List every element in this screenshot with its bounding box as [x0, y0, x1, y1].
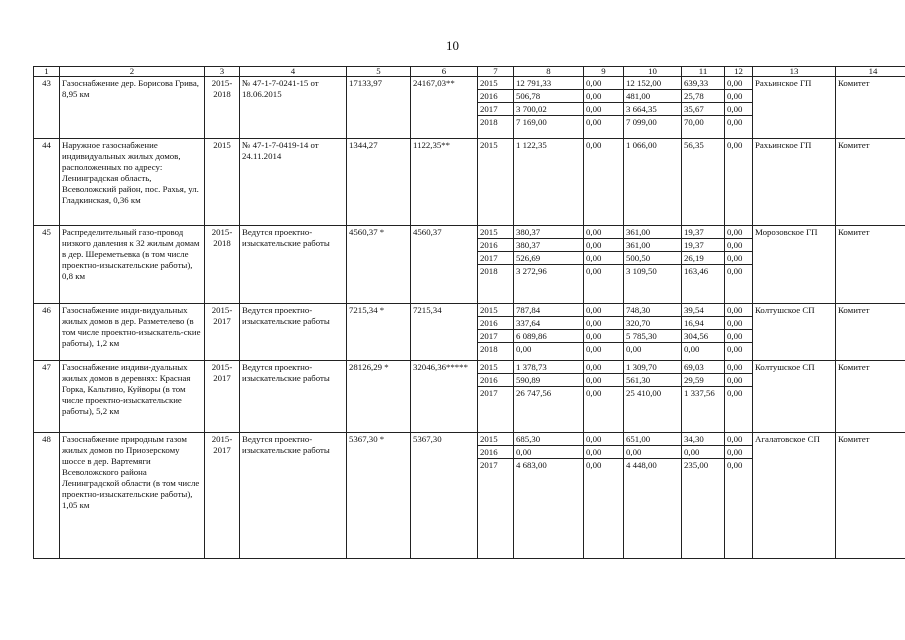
total-amount: 3 700,02 [514, 103, 584, 116]
regional-budget: 651,00 [624, 433, 682, 446]
federal-budget: 0,00 [584, 265, 624, 304]
other-sources: 0,00 [725, 103, 753, 116]
regional-budget: 361,00 [624, 226, 682, 239]
federal-budget: 0,00 [584, 433, 624, 446]
implementation-period: 2015 [205, 139, 240, 226]
year-cell: 2016 [478, 446, 514, 459]
table-row [34, 226, 905, 239]
other-sources: 0,00 [725, 330, 753, 343]
local-budget: 0,00 [682, 446, 725, 459]
local-budget: 29,59 [682, 374, 725, 387]
regional-budget: 5 785,30 [624, 330, 682, 343]
column-number-header: 5 [347, 67, 411, 77]
total-financing: 32046,36***** [411, 361, 478, 433]
regional-budget: 0,00 [624, 446, 682, 459]
column-number-header: 14 [836, 67, 905, 77]
municipality: Морозовское ГП [753, 226, 836, 304]
regional-budget: 748,30 [624, 304, 682, 317]
executor: Комитет [836, 433, 905, 559]
local-budget: 69,03 [682, 361, 725, 374]
object-name: Наружное газоснабжение индивидуальных жилых домов, расположенных по адресу: Ленинградская область, Всеволожский район, пос. Рахья, ул. Гладкинская, 0,36 км [60, 139, 205, 226]
federal-budget: 0,00 [584, 90, 624, 103]
regional-budget: 361,00 [624, 239, 682, 252]
estimated-cost: 7215,34 * [347, 304, 411, 361]
municipality: Колтушское СП [753, 304, 836, 361]
column-number-header: 8 [514, 67, 584, 77]
local-budget: 235,00 [682, 459, 725, 559]
implementation-period: 2015-2017 [205, 433, 240, 559]
federal-budget: 0,00 [584, 330, 624, 343]
row-number: 46 [34, 304, 60, 361]
other-sources: 0,00 [725, 252, 753, 265]
year-cell: 2016 [478, 90, 514, 103]
regional-budget: 4 448,00 [624, 459, 682, 559]
row-number: 45 [34, 226, 60, 304]
project-document: Ведутся проектно-изыскательские работы [240, 226, 347, 304]
federal-budget: 0,00 [584, 387, 624, 433]
implementation-period: 2015-2018 [205, 77, 240, 139]
local-budget: 39,54 [682, 304, 725, 317]
total-amount: 380,37 [514, 226, 584, 239]
object-name: Газоснабжение природным газом жилых домов по Приозерскому шоссе в дер. Вартемяги Всеволожского района Ленинградской области (в том числе проектно-изыскательские работы), 1,05 км [60, 433, 205, 559]
total-amount: 337,64 [514, 317, 584, 330]
regional-budget: 1 309,70 [624, 361, 682, 374]
executor: Комитет [836, 361, 905, 433]
executor: Комитет [836, 226, 905, 304]
year-cell: 2017 [478, 330, 514, 343]
object-name: Распределительный газо-провод низкого давления к 32 жилым домам в дер. Шереметьевка (в том числе проектно-изыскательские работы), 0,8 км [60, 226, 205, 304]
local-budget: 163,46 [682, 265, 725, 304]
executor: Комитет [836, 77, 905, 139]
year-cell: 2017 [478, 252, 514, 265]
object-name: Газоснабжение индиви-дуальных жилых домов в деревнях: Красная Горка, Кальтино, Куйворы (в том числе проектно-изыскательские работы), 5,2 км [60, 361, 205, 433]
other-sources: 0,00 [725, 374, 753, 387]
total-financing: 24167,03** [411, 77, 478, 139]
year-cell: 2016 [478, 239, 514, 252]
project-document: Ведутся проектно-изыскательские работы [240, 361, 347, 433]
local-budget: 35,67 [682, 103, 725, 116]
other-sources: 0,00 [725, 459, 753, 559]
estimated-cost: 28126,29 * [347, 361, 411, 433]
estimated-cost: 5367,30 * [347, 433, 411, 559]
column-number-header: 4 [240, 67, 347, 77]
other-sources: 0,00 [725, 77, 753, 90]
column-number-header: 12 [725, 67, 753, 77]
municipality: Агалатовское СП [753, 433, 836, 559]
year-cell: 2015 [478, 226, 514, 239]
page-number: 10 [446, 38, 459, 53]
column-number-header: 10 [624, 67, 682, 77]
local-budget: 1 337,56 [682, 387, 725, 433]
local-budget: 0,00 [682, 343, 725, 361]
federal-budget: 0,00 [584, 103, 624, 116]
total-amount: 380,37 [514, 239, 584, 252]
estimated-cost: 1344,27 [347, 139, 411, 226]
total-amount: 26 747,56 [514, 387, 584, 433]
other-sources: 0,00 [725, 139, 753, 226]
local-budget: 19,37 [682, 239, 725, 252]
other-sources: 0,00 [725, 226, 753, 239]
regional-budget: 320,70 [624, 317, 682, 330]
year-cell: 2016 [478, 374, 514, 387]
object-name: Газоснабжение инди-видуальных жилых домов в дер. Разметелево (в том числе проектно-изыскатель-ские работы), 1,2 км [60, 304, 205, 361]
column-number-row [34, 67, 905, 77]
column-number-header: 3 [205, 67, 240, 77]
year-cell: 2017 [478, 459, 514, 559]
federal-budget: 0,00 [584, 317, 624, 330]
local-budget: 16,94 [682, 317, 725, 330]
implementation-period: 2015-2017 [205, 304, 240, 361]
total-financing: 5367,30 [411, 433, 478, 559]
estimated-cost: 4560,37 * [347, 226, 411, 304]
other-sources: 0,00 [725, 387, 753, 433]
implementation-period: 2015-2017 [205, 361, 240, 433]
federal-budget: 0,00 [584, 361, 624, 374]
column-number-header: 9 [584, 67, 624, 77]
total-amount: 12 791,33 [514, 77, 584, 90]
column-number-header: 7 [478, 67, 514, 77]
regional-budget: 481,00 [624, 90, 682, 103]
year-cell: 2017 [478, 103, 514, 116]
local-budget: 19,37 [682, 226, 725, 239]
federal-budget: 0,00 [584, 446, 624, 459]
local-budget: 26,19 [682, 252, 725, 265]
other-sources: 0,00 [725, 361, 753, 374]
regional-budget: 561,30 [624, 374, 682, 387]
total-financing: 1122,35** [411, 139, 478, 226]
year-cell: 2015 [478, 139, 514, 226]
estimated-cost: 17133,97 [347, 77, 411, 139]
federal-budget: 0,00 [584, 116, 624, 139]
other-sources: 0,00 [725, 446, 753, 459]
total-amount: 590,89 [514, 374, 584, 387]
local-budget: 34,30 [682, 433, 725, 446]
year-cell: 2015 [478, 361, 514, 374]
total-financing: 7215,34 [411, 304, 478, 361]
row-number: 48 [34, 433, 60, 559]
project-document: № 47-1-7-0241-15 от 18.06.2015 [240, 77, 347, 139]
total-amount: 4 683,00 [514, 459, 584, 559]
year-cell: 2015 [478, 304, 514, 317]
row-number: 44 [34, 139, 60, 226]
regional-budget: 3 109,50 [624, 265, 682, 304]
local-budget: 70,00 [682, 116, 725, 139]
column-number-header: 2 [60, 67, 205, 77]
regional-budget: 0,00 [624, 343, 682, 361]
column-number-header: 13 [753, 67, 836, 77]
object-name: Газоснабжение дер. Борисова Грива, 8,95 км [60, 77, 205, 139]
other-sources: 0,00 [725, 304, 753, 317]
federal-budget: 0,00 [584, 77, 624, 90]
federal-budget: 0,00 [584, 239, 624, 252]
project-document: № 47-1-7-0419-14 от 24.11.2014 [240, 139, 347, 226]
table-row [34, 304, 905, 317]
federal-budget: 0,00 [584, 139, 624, 226]
other-sources: 0,00 [725, 317, 753, 330]
municipality: Рахьинское ГП [753, 139, 836, 226]
federal-budget: 0,00 [584, 226, 624, 239]
regional-budget: 7 099,00 [624, 116, 682, 139]
other-sources: 0,00 [725, 116, 753, 139]
other-sources: 0,00 [725, 90, 753, 103]
other-sources: 0,00 [725, 343, 753, 361]
year-cell: 2018 [478, 116, 514, 139]
project-document: Ведутся проектно-изыскательские работы [240, 433, 347, 559]
column-number-header: 6 [411, 67, 478, 77]
total-amount: 506,78 [514, 90, 584, 103]
total-amount: 0,00 [514, 343, 584, 361]
other-sources: 0,00 [725, 433, 753, 446]
total-amount: 1 378,73 [514, 361, 584, 374]
executor: Комитет [836, 304, 905, 361]
table-row [34, 139, 905, 226]
federal-budget: 0,00 [584, 304, 624, 317]
municipality: Рахьинское ГП [753, 77, 836, 139]
federal-budget: 0,00 [584, 252, 624, 265]
total-amount: 7 169,00 [514, 116, 584, 139]
column-number-header: 11 [682, 67, 725, 77]
local-budget: 639,33 [682, 77, 725, 90]
total-amount: 0,00 [514, 446, 584, 459]
total-amount: 526,69 [514, 252, 584, 265]
total-amount: 1 122,35 [514, 139, 584, 226]
table-row [34, 77, 905, 90]
year-cell: 2015 [478, 433, 514, 446]
row-number: 43 [34, 77, 60, 139]
regional-budget: 25 410,00 [624, 387, 682, 433]
year-cell: 2015 [478, 77, 514, 90]
year-cell: 2016 [478, 317, 514, 330]
project-document: Ведутся проектно-изыскательские работы [240, 304, 347, 361]
federal-budget: 0,00 [584, 343, 624, 361]
year-cell: 2018 [478, 343, 514, 361]
municipality: Колтушское СП [753, 361, 836, 433]
local-budget: 56,35 [682, 139, 725, 226]
local-budget: 304,56 [682, 330, 725, 343]
regional-budget: 1 066,00 [624, 139, 682, 226]
table-body [34, 77, 905, 559]
regional-budget: 12 152,00 [624, 77, 682, 90]
other-sources: 0,00 [725, 239, 753, 252]
total-financing: 4560,37 [411, 226, 478, 304]
implementation-period: 2015-2018 [205, 226, 240, 304]
total-amount: 787,84 [514, 304, 584, 317]
federal-budget: 0,00 [584, 459, 624, 559]
regional-budget: 500,50 [624, 252, 682, 265]
year-cell: 2018 [478, 265, 514, 304]
local-budget: 25,78 [682, 90, 725, 103]
row-number: 47 [34, 361, 60, 433]
program-table [33, 66, 905, 559]
total-amount: 3 272,96 [514, 265, 584, 304]
other-sources: 0,00 [725, 265, 753, 304]
year-cell: 2017 [478, 387, 514, 433]
column-number-header: 1 [34, 67, 60, 77]
total-amount: 6 089,86 [514, 330, 584, 343]
executor: Комитет [836, 139, 905, 226]
total-amount: 685,30 [514, 433, 584, 446]
federal-budget: 0,00 [584, 374, 624, 387]
regional-budget: 3 664,35 [624, 103, 682, 116]
table-row [34, 433, 905, 446]
table-row [34, 361, 905, 374]
